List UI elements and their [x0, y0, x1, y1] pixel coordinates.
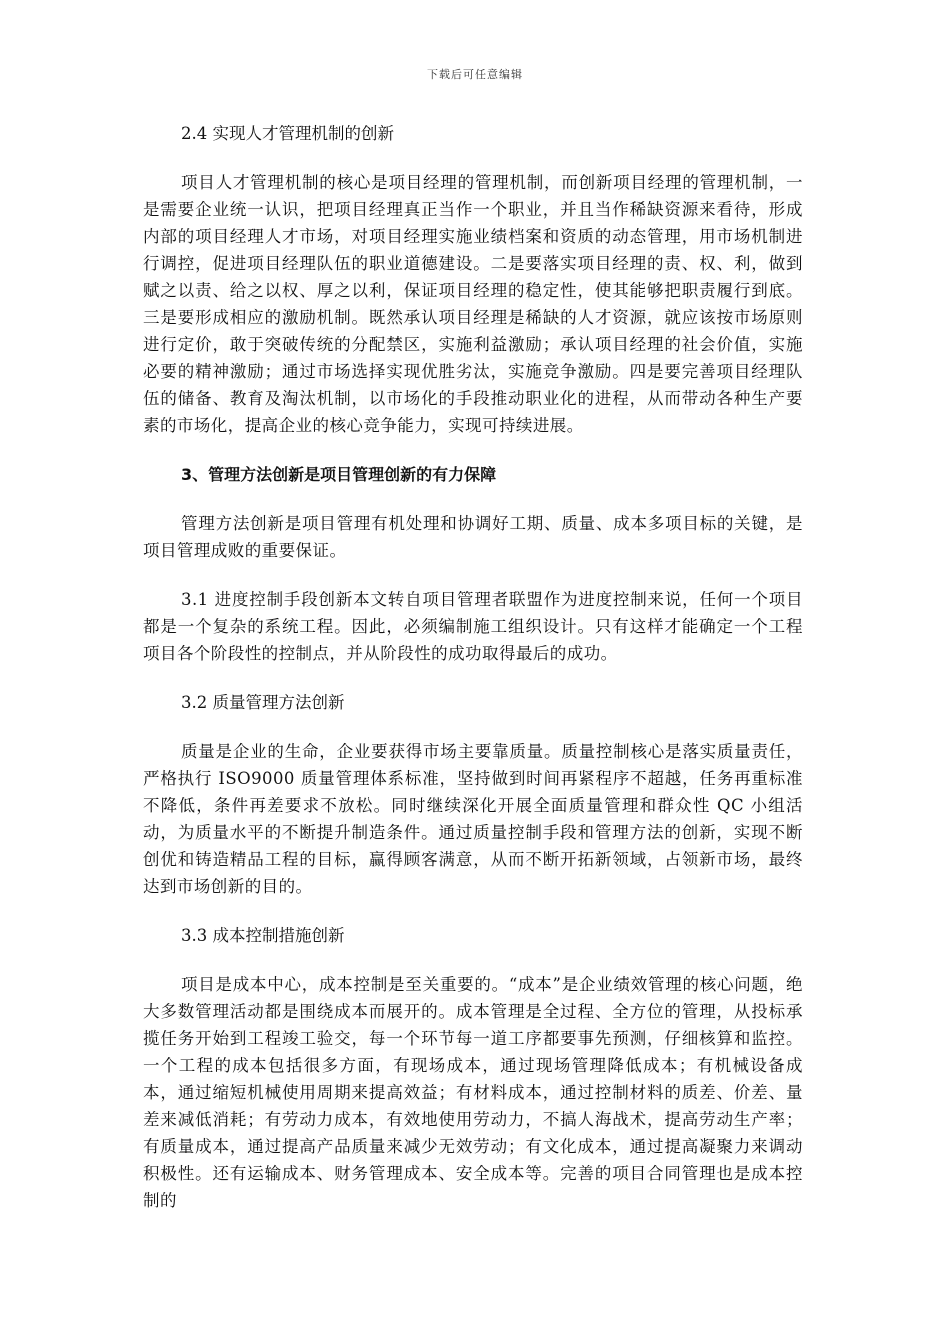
- document-body: [143, 120, 803, 1236]
- section-3-2-paragraph: 质量是企业的生命，企业要获得市场主要靠质量。质量控制核心是落实质量责任，严格执行 ISO9000 质量管理体系标准，坚持做到时间再紧程序不超越，任务再重标准不降低，条件再差要求不放松。同时继续深化开展全面质量管理和群众性 QC 小组活动，为质量水平的不断提升制造条件。通过质量控制手段和管理方法的创新，实现不断创优和铸造精品工程的目标，赢得顾客满意，从而不断开拓新领域，占领新市场，最终达到市场创新的目的。: [143, 742, 803, 896]
- section-3-paragraph: 管理方法创新是项目管理有机处理和协调好工期、质量、成本多项目标的关键，是项目管理成败的重要保证。: [143, 514, 803, 560]
- section-3-2-title: 3.2 质量管理方法创新: [181, 693, 345, 712]
- section-3-1-paragraph: 3.1 进度控制手段创新本文转自项目管理者联盟作为进度控制来说，任何一个项目都是一个复杂的系统工程。因此，必须编制施工组织设计。只有这样才能确定一个工程项目各个阶段性的控制点，并从阶段性的成功取得最后的成功。: [143, 590, 803, 663]
- section-3-3-title: 3.3 成本控制措施创新: [181, 926, 345, 945]
- section-3-title: 3、管理方法创新是项目管理创新的有力保障: [181, 465, 497, 484]
- section-2-4-paragraph: 项目人才管理机制的核心是项目经理的管理机制，而创新项目经理的管理机制，一是需要企业统一认识，把项目经理真正当作一个职业，并且当作稀缺资源来看待，形成内部的项目经理人才市场，对项目经理实施业绩档案和资质的动态管理，用市场机制进行调控，促进项目经理队伍的职业道德建设。二是要落实项目经理的责、权、利，做到赋之以责、给之以权、厚之以利，保证项目经理的稳定性，使其能够把职责履行到底。三是要形成相应的激励机制。既然承认项目经理是稀缺的人才资源，就应该按市场原则进行定价，敢于突破传统的分配禁区，实施利益激励；承认项目经理的社会价值，实施必要的精神激励；通过市场选择实现优胜劣汰，实施竞争激励。四是要完善项目经理队伍的储备、教育及淘汰机制，以市场化的手段推动职业化的进程，从而带动各种生产要素的市场化，提高企业的核心竞争能力，实现可持续进展。: [143, 173, 803, 435]
- page-header: 下载后可任意编辑: [427, 68, 523, 81]
- section-2-4-title: 2.4 实现人才管理机制的创新: [181, 124, 394, 143]
- section-3-3-paragraph: 项目是成本中心，成本控制是至关重要的。“成本”是企业绩效管理的核心问题，绝大多数管理活动都是围绕成本而展开的。成本管理是全过程、全方位的管理，从投标承揽任务开始到工程竣工验交，每一个环节每一道工序都要事先预测，仔细核算和监控。一个工程的成本包括很多方面，有现场成本，通过现场管理降低成本；有机械设备成本，通过缩短机械使用周期来提高效益；有材料成本，通过控制材料的质差、价差、量差来减低消耗；有劳动力成本，有效地使用劳动力，不搞人海战术，提高劳动生产率；有质量成本，通过提高产品质量来减少无效劳动；有文化成本，通过提高凝聚力来调动积极性。还有运输成本、财务管理成本、安全成本等。完善的项目合同管理也是成本控制的: [143, 975, 803, 1210]
